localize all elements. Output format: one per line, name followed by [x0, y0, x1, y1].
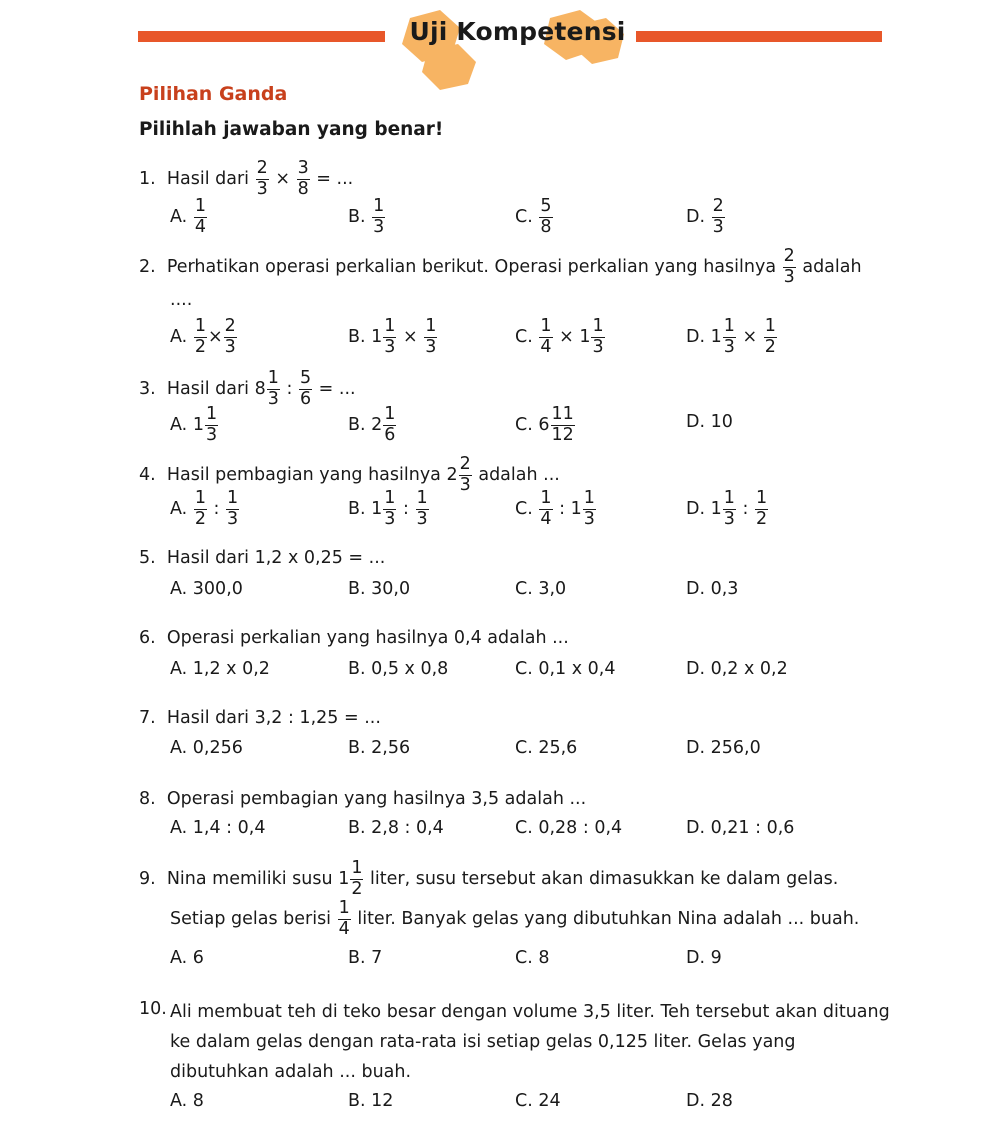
- option-3a[interactable]: A. 1 $\frac{1}{3}$: [170, 404, 218, 445]
- option-2c[interactable]: C. $\frac{1}{4}$ × 1 $\frac{1}{3}$: [515, 316, 604, 357]
- question-2-ellipsis: ....: [170, 290, 193, 310]
- option-5c[interactable]: C. 3,0: [515, 579, 567, 599]
- option-9c[interactable]: C. 8: [515, 948, 550, 968]
- section-title: Pilihan Ganda: [139, 83, 288, 105]
- option-3b[interactable]: B. 2 $\frac{1}{6}$: [348, 404, 396, 445]
- question-2: 2. Perhatikan operasi perkalian berikut. Operasi perkalian yang hasilnya $\frac{2}{3}$ adalah: [139, 246, 862, 287]
- option-9b[interactable]: B. 7: [348, 948, 383, 968]
- option-6c[interactable]: C. 0,1 x 0,4: [515, 659, 616, 679]
- option-8a[interactable]: A. 1,4 : 0,4: [170, 818, 266, 838]
- option-3d[interactable]: D. 10: [686, 412, 733, 432]
- option-10b[interactable]: B. 12: [348, 1091, 394, 1111]
- option-1a[interactable]: A. $\frac{1}{4}$: [170, 196, 206, 237]
- option-4b[interactable]: B. 1 $\frac{1}{3}$ : $\frac{1}{3}$: [348, 488, 428, 529]
- question-number: 10.: [139, 999, 167, 1019]
- question-4: 4. Hasil pembagian yang hasilnya 2 $\frac{2}{3}$ adalah ...: [139, 454, 560, 495]
- option-9d[interactable]: D. 9: [686, 948, 722, 968]
- page-title: Uji Kompetensi: [409, 17, 626, 46]
- option-8b[interactable]: B. 2,8 : 0,4: [348, 818, 444, 838]
- option-8d[interactable]: D. 0,21 : 0,6: [686, 818, 795, 838]
- option-4d[interactable]: D. 1 $\frac{1}{3}$ : $\frac{1}{2}$: [686, 488, 768, 529]
- option-1d[interactable]: D. $\frac{2}{3}$: [686, 196, 724, 237]
- option-7c[interactable]: C. 25,6: [515, 738, 578, 758]
- option-9a[interactable]: A. 6: [170, 948, 204, 968]
- option-3c[interactable]: C. 6 $\frac{11}{12}$: [515, 404, 574, 445]
- question-7: 7. Hasil dari 3,2 : 1,25 = ...: [139, 708, 381, 728]
- option-6d[interactable]: D. 0,2 x 0,2: [686, 659, 788, 679]
- option-10c[interactable]: C. 24: [515, 1091, 561, 1111]
- option-10a[interactable]: A. 8: [170, 1091, 204, 1111]
- fraction: $\frac{2}{3}$: [256, 158, 268, 199]
- question-8: 8. Operasi pembagian yang hasilnya 3,5 adalah ...: [139, 789, 587, 809]
- question-6: 6. Operasi perkalian yang hasilnya 0,4 adalah ...: [139, 628, 569, 648]
- option-4c[interactable]: C. $\frac{1}{4}$ : 1 $\frac{1}{3}$: [515, 488, 595, 529]
- question-text: Hasil dari: [166, 169, 250, 189]
- option-7d[interactable]: D. 256,0: [686, 738, 761, 758]
- question-3: 3. Hasil dari 8 $\frac{1}{3}$ : $\frac{5}{6}$ = ...: [139, 368, 356, 409]
- question-text: Perhatikan operasi perkalian berikut. Operasi perkalian yang hasilnya: [166, 257, 777, 277]
- question-9-line2: Setiap gelas berisi $\frac{1}{4}$ liter. Banyak gelas yang dibutuhkan Nina adalah ... buah.: [170, 898, 860, 939]
- question-1: 1. Hasil dari $\frac{2}{3}$ × $\frac{3}{8}$ = ...: [139, 158, 354, 199]
- option-4a[interactable]: A. $\frac{1}{2}$ : $\frac{1}{3}$: [170, 488, 239, 529]
- option-6b[interactable]: B. 0,5 x 0,8: [348, 659, 449, 679]
- question-9: 9. Nina memiliki susu 1 $\frac{1}{2}$ liter, susu tersebut akan dimasukkan ke dalam gelas.: [139, 858, 839, 899]
- hexagon-shape: [422, 44, 476, 90]
- instruction: Pilihlah jawaban yang benar!: [139, 119, 444, 140]
- option-2d[interactable]: D. 1 $\frac{1}{3}$ × $\frac{1}{2}$: [686, 316, 776, 357]
- question-10: Ali membuat teh di teko besar dengan volume 3,5 liter. Teh tersebut akan dituang ke dalam gelas dengan rata-rata isi setiap gelas 0,125 liter. Gelas yang dibutuhkan adalah ... buah.: [170, 1002, 890, 1082]
- fraction: $\frac{3}{8}$: [297, 158, 309, 199]
- option-5d[interactable]: D. 0,3: [686, 579, 739, 599]
- option-2b[interactable]: B. 1 $\frac{1}{3}$ × $\frac{1}{3}$: [348, 316, 437, 357]
- question-number: 1.: [139, 169, 156, 189]
- question-number: 2.: [139, 257, 156, 277]
- option-6a[interactable]: A. 1,2 x 0,2: [170, 659, 270, 679]
- option-7a[interactable]: A. 0,256: [170, 738, 243, 758]
- header-bar-left: [138, 31, 385, 42]
- option-1b[interactable]: B. $\frac{1}{3}$: [348, 196, 385, 237]
- option-7b[interactable]: B. 2,56: [348, 738, 411, 758]
- option-1c[interactable]: C. $\frac{5}{8}$: [515, 196, 552, 237]
- option-5b[interactable]: B. 30,0: [348, 579, 411, 599]
- option-10d[interactable]: D. 28: [686, 1091, 733, 1111]
- header-bar-right: [636, 31, 882, 42]
- option-8c[interactable]: C. 0,28 : 0,4: [515, 818, 623, 838]
- option-5a[interactable]: A. 300,0: [170, 579, 243, 599]
- option-2a[interactable]: A. $\frac{1}{2}$ × $\frac{2}{3}$: [170, 316, 236, 357]
- question-5: 5. Hasil dari 1,2 x 0,25 = ...: [139, 548, 386, 568]
